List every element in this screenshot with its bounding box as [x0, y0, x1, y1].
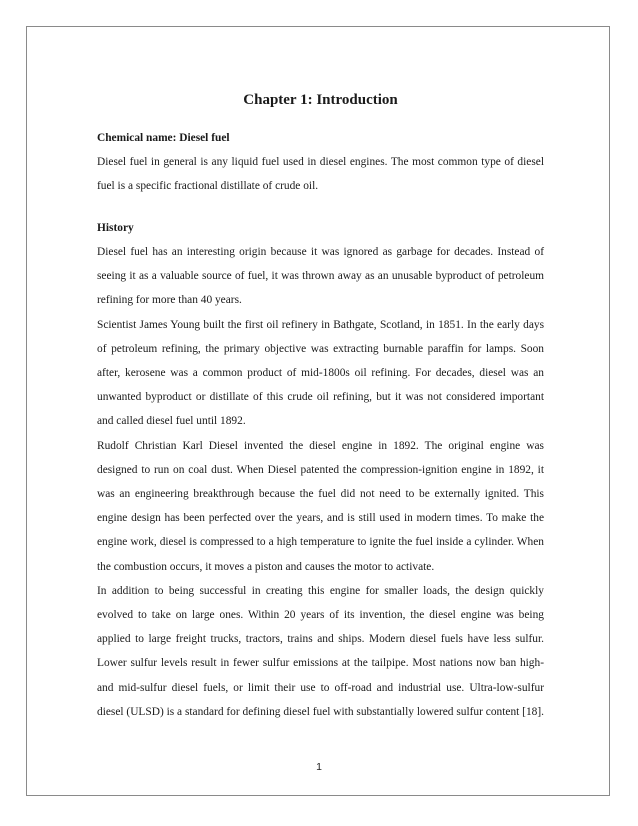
- paragraph: In addition to being successful in creating this engine for smaller loads, the design quickly evolved to take on large ones. Within 20 years of its invention, the diesel engine was being applied to large freight trucks, tractors, trains and ships. Modern diesel fuels have less sulfur. Lower sulfur levels result in fewer sulfur emissions at the tailpipe. Most nations now ban high- and mid-sulfur diesel fuels, or limit their use to off-road and industrial use. Ultra-low-sulfur diesel (ULSD) is a standard for defining diesel fuel with substantially lowered sulfur content [18].: [97, 584, 544, 718]
- section-heading: History: [97, 222, 134, 234]
- paragraph: Rudolf Christian Karl Diesel invented the diesel engine in 1892. The original engine was designed to run on coal dust. When Diesel patented the compression-ignition engine in 1892, it was an engineering breakthrough because the fuel did not need to be externally ignited. This engine design has been perfected over the years, and is still used in modern times. To make the engine work, diesel is compressed to a high temperature to ignite the fuel inside a cylinder. When the combustion occurs, it moves a piston and causes the motor to activate.: [97, 439, 544, 573]
- section-heading: Chemical name: Diesel fuel: [97, 132, 230, 144]
- section-chemical-name: [97, 126, 544, 198]
- paragraph: Scientist James Young built the first oil refinery in Bathgate, Scotland, in 1851. In the early days of petroleum refining, the primary objective was extracting burnable paraffin for lamps. Soon after, kerosene was a common product of mid-1800s oil refining. For decades, diesel was an unwanted byproduct or distillate of this crude oil refining, but it was not considered important and called diesel fuel until 1892.: [97, 318, 544, 428]
- section-history: [97, 216, 544, 724]
- page-number: 1: [316, 761, 322, 773]
- paragraph: Diesel fuel in general is any liquid fuel used in diesel engines. The most common type of diesel fuel is a specific fractional distillate of crude oil.: [97, 156, 544, 193]
- paragraph: Diesel fuel has an interesting origin because it was ignored as garbage for decades. Instead of seeing it as a valuable source of fuel, it was thrown away as an unusable byproduct of petroleum refining for more than 40 years.: [97, 246, 544, 307]
- chapter-title: Chapter 1: Introduction: [243, 92, 398, 108]
